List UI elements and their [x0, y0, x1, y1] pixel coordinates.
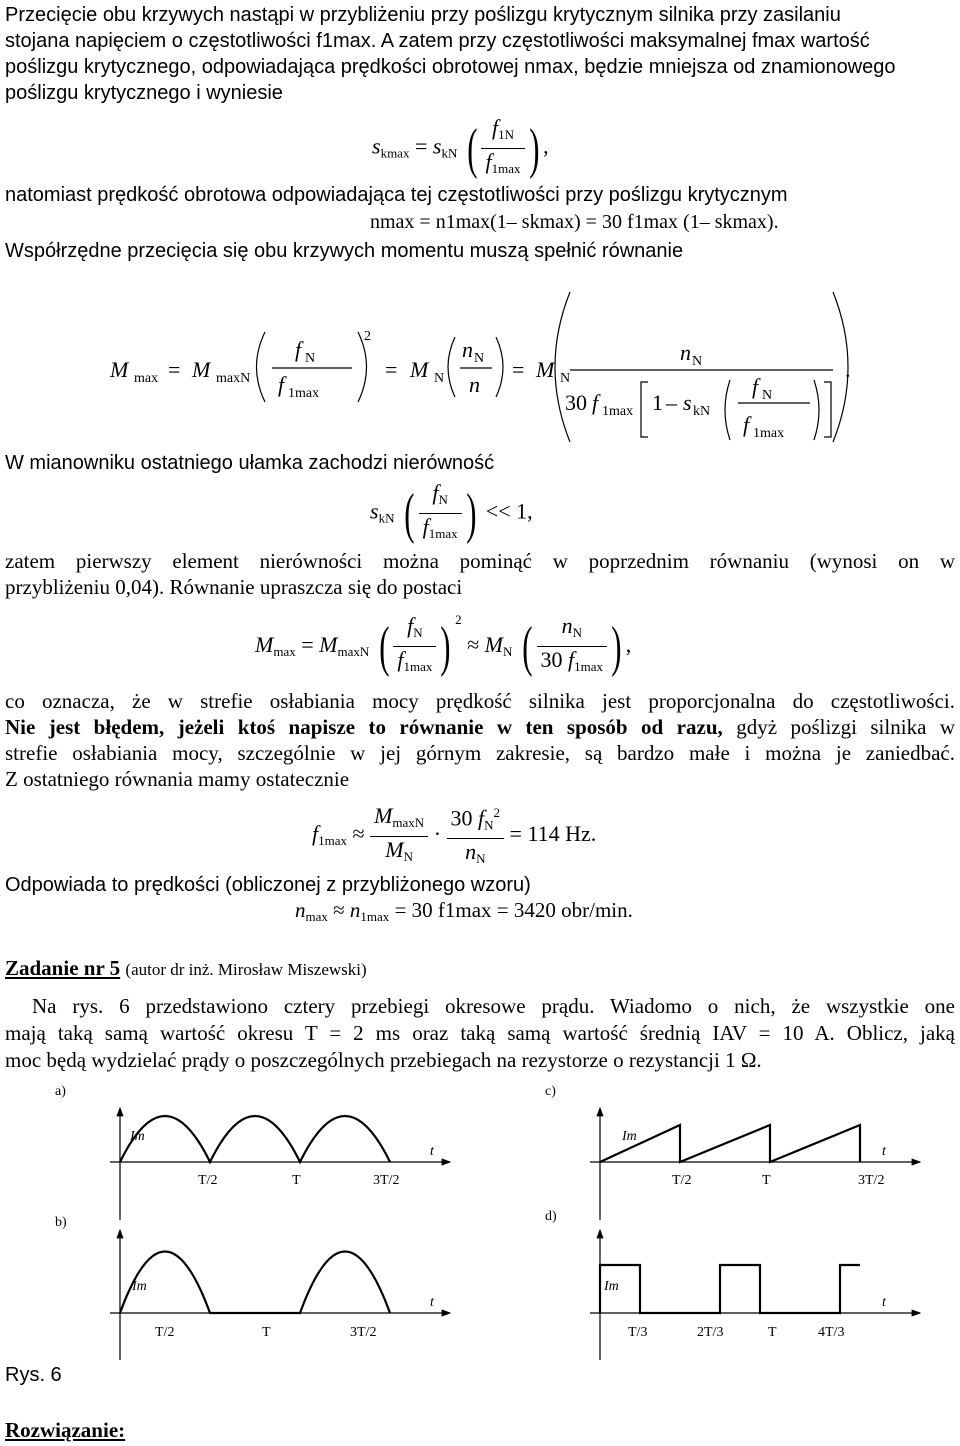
tick-a-3: 3T/2: [373, 1173, 400, 1188]
neglect-line-1: zatem pierwszy element nierówności można pominąć w poprzednim równaniu (wynosi on w: [5, 549, 955, 573]
power-line-2: [5, 714, 955, 740]
text-answer: Odpowiada to prędkości (obliczonej z przybliżonego wzoru): [5, 874, 531, 896]
svg-text:max: max: [134, 371, 159, 386]
svg-text:N: N: [305, 351, 316, 366]
equation-result: $f_{1max}$ ≈ $\frac{M_{maxN}}{M_N}$ · $\frac{30 f_N^2}{n_N}$ = 114 Hz.: [312, 800, 596, 872]
svg-text:30: 30: [565, 390, 587, 415]
svg-text:maxN: maxN: [216, 371, 251, 386]
tick-c-2: T: [762, 1173, 771, 1188]
t-d: t: [882, 1295, 886, 1310]
text-denominator: W mianowniku ostatniego ułamka zachodzi nierówność: [5, 452, 495, 474]
task-heading: [5, 956, 367, 981]
svg-text:f: f: [592, 390, 599, 415]
task-line-1: Na rys. 6 przedstawiono cztery przebiegi okresowe prądu. Wiadomo o nich, że wszystkie one: [32, 994, 955, 1018]
text-coordinates: Współrzędne przecięcia się obu krzywych momentu muszą spełnić równanie: [5, 240, 684, 262]
power-line-1: co oznacza, że w strefie osłabiania mocy prędkość silnika jest proporcjonalna do częstotliwości.: [5, 689, 955, 713]
svg-text:N: N: [474, 351, 485, 366]
svg-text:=: =: [512, 357, 525, 382]
power-line-4: Z ostatniego równania mamy ostatecznie: [5, 767, 350, 791]
figure-caption: Rys. 6: [5, 1364, 62, 1386]
text-after-eq1: natomiast prędkość obrotowa odpowiadająca tej częstotliwości przy poślizgu krytycznym: [5, 184, 788, 206]
power-line-3: strefie osłabiania mocy, szczególnie w jej górnym zakresie, są bardzo małe i można je zaniedbać.: [5, 741, 955, 765]
power-bold-statement: Nie jest błędem, jeżeli ktoś napisze to równanie w ten sposób od razu,: [5, 715, 723, 739]
tick-b-3: 3T/2: [350, 1325, 377, 1340]
im-a: Im: [130, 1129, 145, 1144]
waveform-b: [55, 1215, 450, 1360]
svg-text:s: s: [683, 390, 692, 415]
svg-text:1max: 1max: [602, 404, 634, 419]
svg-text:f: f: [278, 372, 285, 397]
equation-final: $n_{max} \approx n_{1max} = 30$ f1max = 3420 obr/min.: [295, 898, 633, 924]
intro-line-4: poślizgu krytycznego i wyniesie: [5, 82, 283, 104]
im-c: Im: [622, 1129, 637, 1144]
svg-text:M: M: [410, 357, 429, 382]
svg-text:f: f: [743, 412, 750, 437]
intro-line-2: stojana napięciem o częstotliwości f1max. A zatem przy częstotliwości maksymalnej fmax wartość: [5, 30, 870, 52]
intro-line-3: poślizgu krytycznego, odpowiadająca prędkości obrotowej nmax, będzie mniejsza od znamionowego: [5, 56, 896, 78]
task-line-2: mają taką samą wartość okresu T = 2 ms oraz taką samą wartość średnią IAV = 10 A. Oblicz, jaką: [5, 1021, 955, 1045]
svg-text:N: N: [560, 371, 571, 386]
svg-text:f: f: [295, 337, 302, 362]
svg-text:M: M: [536, 357, 555, 382]
tick-b-2: T: [262, 1325, 271, 1340]
equation-torque: [100, 282, 960, 452]
paragraph-power: [5, 688, 955, 792]
task-title: Zadanie nr 5: [5, 956, 121, 980]
tick-b-1: T/2: [155, 1325, 175, 1340]
svg-text:n: n: [680, 340, 691, 365]
power-line-2-rest: gdyż poślizgi silnika w: [722, 715, 955, 739]
svg-text:n: n: [469, 372, 480, 397]
figure-waveforms: [0, 1080, 960, 1380]
paragraph-neglect: [5, 548, 955, 600]
svg-text:f: f: [752, 374, 759, 399]
label-c: c): [545, 1084, 556, 1099]
svg-text:–: –: [666, 390, 677, 415]
label-b: b): [55, 1215, 67, 1230]
svg-text:M: M: [110, 357, 129, 382]
svg-text:M: M: [192, 357, 211, 382]
equation-nmax: nmax = n1max(1– skmax) = 30 f1max (1– skmax).: [370, 211, 779, 233]
intro-paragraph: [5, 2, 955, 106]
equation-inequality: $s_{kN}$ ( $\frac{f_N}{f_{1max}}$ ) << 1,: [370, 480, 533, 545]
solution-heading-text: Rozwiązanie:: [5, 1418, 126, 1442]
svg-text:N: N: [762, 388, 773, 403]
task-line-3: moc będą wydzielać prądy o poszczególnych przebiegach na rezystorze o rezystancji 1 Ω.: [5, 1048, 762, 1072]
im-d: Im: [604, 1279, 619, 1294]
task-paragraph: [5, 993, 955, 1074]
task-author: (autor dr inż. Mirosław Miszewski): [125, 960, 367, 979]
tick-a-1: T/2: [198, 1173, 218, 1188]
svg-text:n: n: [462, 337, 473, 362]
tick-a-2: T: [292, 1173, 301, 1188]
intro-line-1: Przecięcie obu krzywych nastąpi w przybliżeniu przy poślizgu krytycznym silnika przy zasilaniu: [5, 4, 841, 26]
equation-skmax: $s_{kmax} = s_{kN}$ ( $\frac{f_{1N}}{f_{1max}}$ ) ,: [372, 115, 549, 180]
waveform-d: [545, 1209, 920, 1360]
t-b: t: [430, 1295, 434, 1310]
t-c: t: [882, 1144, 886, 1159]
svg-text:=: =: [385, 357, 398, 382]
result-value: = 114 Hz.: [509, 821, 597, 847]
solution-heading: [5, 1418, 125, 1443]
neglect-line-2: przybliżeniu 0,04). Równanie upraszcza się do postaci: [5, 575, 463, 599]
inequality-rhs: << 1,: [485, 498, 533, 524]
im-b: Im: [132, 1279, 147, 1294]
tick-d-1: T/3: [628, 1325, 648, 1340]
tick-d-3: T: [768, 1325, 777, 1340]
svg-text:2: 2: [364, 329, 371, 344]
waveform-a: [55, 1084, 450, 1220]
svg-text:.: .: [845, 357, 851, 382]
svg-text:1: 1: [652, 390, 663, 415]
label-a: a): [55, 1084, 66, 1099]
svg-text:N: N: [692, 354, 703, 369]
t-a: t: [430, 1144, 434, 1159]
tick-d-4: 4T/3: [818, 1325, 845, 1340]
waveform-c: [545, 1084, 920, 1220]
final-tail: = 30 f1max = 3420 obr/min.: [394, 898, 633, 922]
svg-text:kN: kN: [693, 404, 711, 419]
tick-c-1: T/2: [672, 1173, 692, 1188]
svg-text:N: N: [434, 371, 445, 386]
tick-c-3: 3T/2: [858, 1173, 885, 1188]
tick-d-2: 2T/3: [697, 1325, 724, 1340]
equation-simplified: $M_{max} = M_{maxN}$ ( $\frac{f_N}{f_{1max}}$ ) $^2 \approx M_N$ ( $\frac{n_N}{30 f_{1max}}$ ) ,: [255, 612, 632, 678]
label-d: d): [545, 1209, 557, 1224]
svg-text:=: =: [168, 357, 181, 382]
svg-text:1max: 1max: [288, 386, 320, 401]
svg-text:1max: 1max: [753, 426, 785, 441]
